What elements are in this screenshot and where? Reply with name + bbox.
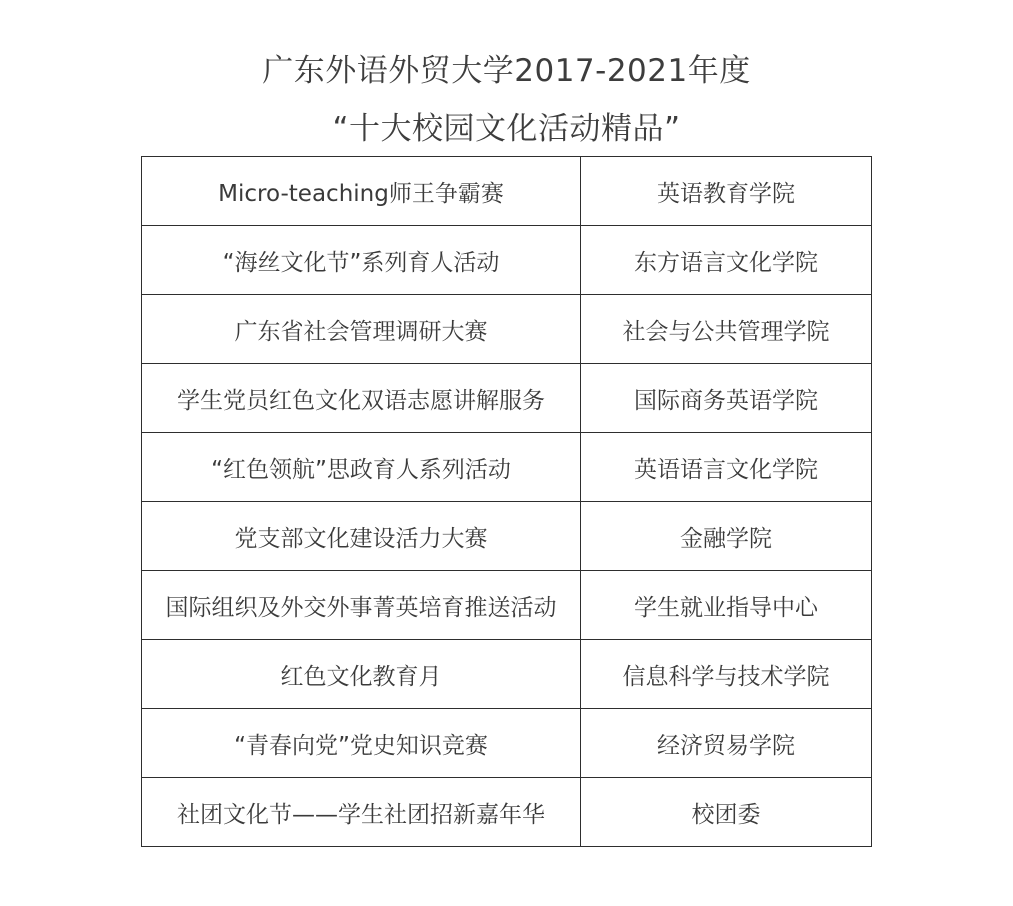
unit-cell: 英语语言文化学院: [581, 433, 872, 502]
table-row: [142, 502, 872, 571]
unit-cell: 英语教育学院: [581, 157, 872, 226]
activity-cell: 红色文化教育月: [142, 640, 581, 709]
unit-cell: 国际商务英语学院: [581, 364, 872, 433]
unit-cell: 社会与公共管理学院: [581, 295, 872, 364]
activity-cell: 广东省社会管理调研大赛: [142, 295, 581, 364]
activity-cell: Micro-teaching师王争霸赛: [142, 157, 581, 226]
activity-cell: “青春向党”党史知识竞赛: [142, 709, 581, 778]
table-row: [142, 364, 872, 433]
title-line-2: “十大校园文化活动精品”: [332, 111, 681, 147]
unit-cell: 东方语言文化学院: [581, 226, 872, 295]
table-row: [142, 640, 872, 709]
unit-cell: 信息科学与技术学院: [581, 640, 872, 709]
table-row: [142, 295, 872, 364]
table-row: [142, 709, 872, 778]
unit-cell: 学生就业指导中心: [581, 571, 872, 640]
table-row: [142, 433, 872, 502]
table-row: [142, 778, 872, 847]
activity-cell: 党支部文化建设活力大赛: [142, 502, 581, 571]
activity-cell: “红色领航”思政育人系列活动: [142, 433, 581, 502]
activity-cell: “海丝文化节”系列育人活动: [142, 226, 581, 295]
table-row: [142, 226, 872, 295]
activity-cell: 社团文化节——学生社团招新嘉年华: [142, 778, 581, 847]
activity-cell: 国际组织及外交外事菁英培育推送活动: [142, 571, 581, 640]
awards-table: [141, 156, 872, 847]
table-row: [142, 157, 872, 226]
title-line-1: 广东外语外贸大学2017-2021年度: [262, 53, 751, 89]
page-title: [0, 42, 1013, 158]
activity-cell: 学生党员红色文化双语志愿讲解服务: [142, 364, 581, 433]
table-row: [142, 571, 872, 640]
unit-cell: 金融学院: [581, 502, 872, 571]
unit-cell: 经济贸易学院: [581, 709, 872, 778]
unit-cell: 校团委: [581, 778, 872, 847]
